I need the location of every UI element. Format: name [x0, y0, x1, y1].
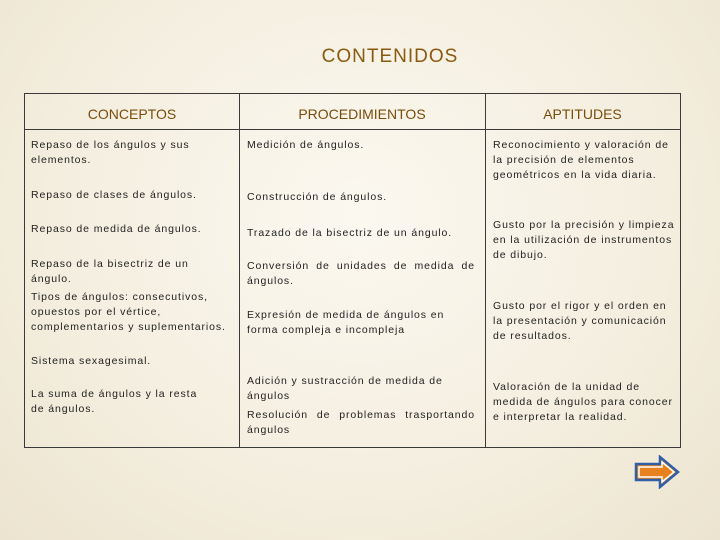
- next-slide-button[interactable]: [634, 455, 680, 489]
- column-divider: [239, 94, 240, 447]
- concepto-item: Repaso de los ángulos y sus elementos.: [31, 139, 190, 166]
- column-header-conceptos: CONCEPTOS: [87, 106, 177, 122]
- right-arrow-icon: [634, 455, 680, 489]
- procedimiento-item: Adición y sustracción de medida de ángulos: [247, 375, 443, 402]
- aptitud-item: Gusto por la precisión y limpieza en la utilización de instrumentos de dibujo.: [493, 219, 675, 261]
- concepto-item: Repaso de la bisectriz de un ángulo.: [31, 258, 189, 285]
- column-divider: [485, 94, 486, 447]
- column-header-procedimientos: PROCEDIMIENTOS: [298, 106, 426, 122]
- procedimiento-item: Resolución de problemas trasportando ángulos: [247, 409, 475, 436]
- aptitud-item: Gusto por el rigor y el orden en la presentación y comunicación de resultados.: [493, 300, 667, 342]
- concepto-item: Repaso de clases de ángulos.: [31, 189, 197, 201]
- aptitud-item: Valoración de la unidad de medida de ángulos para conocer e interpretar la realidad.: [493, 381, 673, 423]
- procedimiento-item: Conversión de unidades de medida de ángulos.: [247, 260, 475, 287]
- concepto-item: Sistema sexagesimal.: [31, 355, 152, 367]
- procedimiento-item: Construcción de ángulos.: [247, 191, 388, 203]
- header-divider: [25, 129, 680, 130]
- concepto-item: La suma de ángulos y la resta de ángulos.: [31, 388, 198, 415]
- procedimiento-item: Trazado de la bisectriz de un ángulo.: [247, 227, 453, 239]
- concepto-item: Repaso de medida de ángulos.: [31, 223, 202, 235]
- procedimiento-item: Expresión de medida de ángulos en forma compleja e incompleja: [247, 309, 445, 336]
- aptitud-item: Reconocimiento y valoración de la precisión de elementos geométricos en la vida diaria.: [493, 139, 669, 181]
- procedimiento-item: Medición de ángulos.: [247, 139, 365, 151]
- column-header-aptitudes: APTITUDES: [543, 106, 622, 122]
- page-title: CONTENIDOS: [321, 46, 459, 67]
- concepto-item: Tipos de ángulos: consecutivos, opuestos por el vértice, complementarios y suplementarios.: [31, 291, 226, 333]
